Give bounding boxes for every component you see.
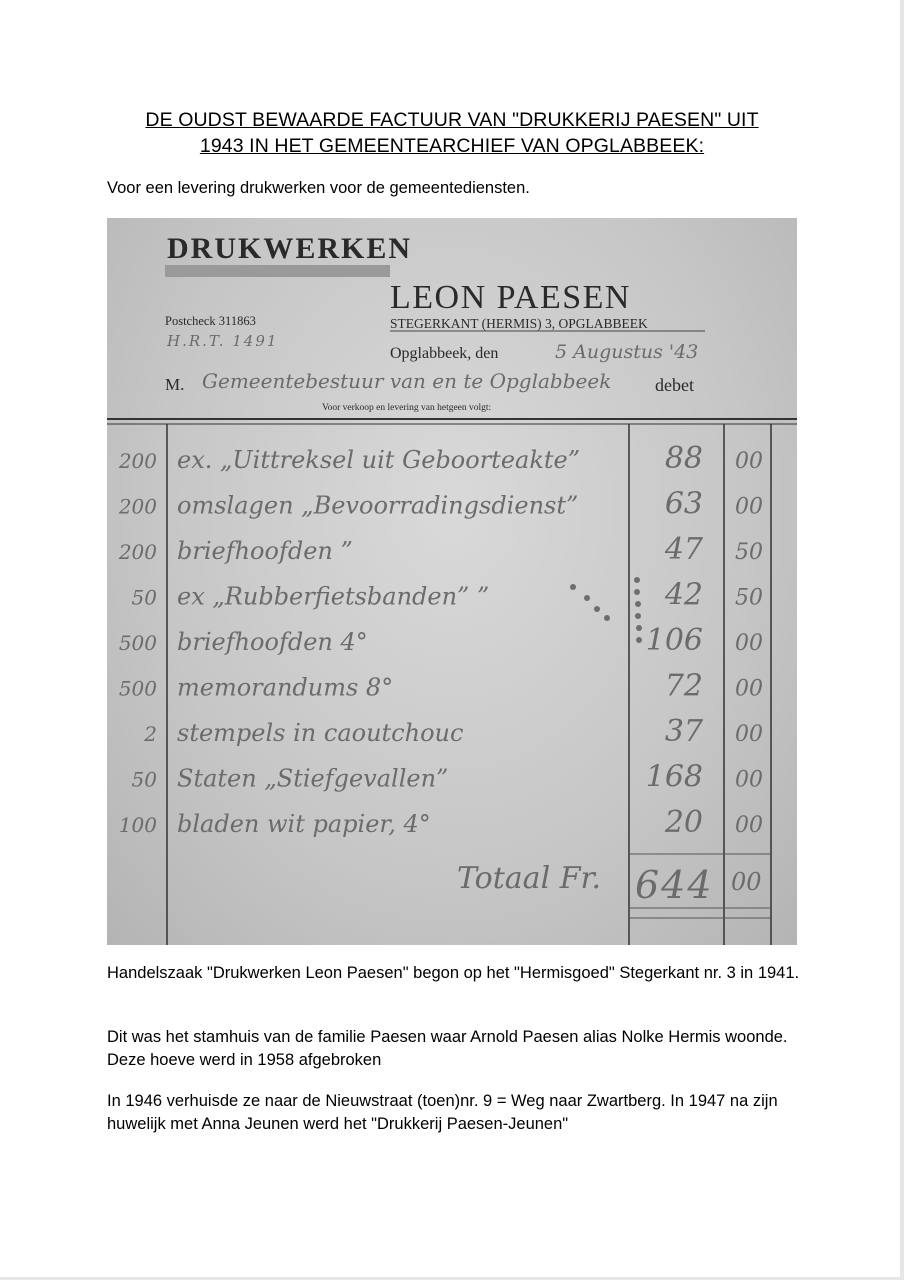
line-cents: 00 <box>735 676 763 702</box>
invoice-line-item <box>119 623 763 658</box>
postcheck-number: Postcheck 311863 <box>165 314 256 328</box>
invoice-line-item <box>118 487 763 522</box>
line-cents: 00 <box>735 813 763 838</box>
invoice-line-item <box>132 760 763 795</box>
invoice-line-item <box>118 532 763 567</box>
line-cents: 00 <box>735 722 763 747</box>
paragraph-history-2: Dit was het stamhuis van de familie Paesen waar Arnold Paesen alias Nolke Hermis woonde. Deze hoeve werd in 1958 afgebroken <box>107 1028 788 1069</box>
hrt-number: H.R.T. 1491 <box>167 332 279 350</box>
page-right-edge <box>900 0 904 1280</box>
recipient-prefix: M. <box>165 375 185 394</box>
heading-underline-bar <box>165 265 390 277</box>
line-quantity: 500 <box>118 631 157 655</box>
line-amount: 37 <box>664 714 703 749</box>
line-amount: 88 <box>664 441 703 476</box>
line-amount: 47 <box>664 532 703 567</box>
title-line-2: 1943 IN HET GEMEENTEARCHIEF VAN OPGLABBEEK: <box>199 135 705 157</box>
line-description: bladen wit papier, 4° <box>177 810 431 838</box>
intro-text: Voor een levering drukwerken voor de gemeentediensten. <box>107 179 530 197</box>
line-cents: 00 <box>735 449 763 474</box>
paragraph-history-3: In 1946 verhuisde ze naar de Nieuwstraat (toen)nr. 9 = Weg naar Zwartberg. In 1947 na zijn huwelijk met Anna Jeunen werd het "Drukkerij Paesen-Jeunen" <box>107 1092 778 1133</box>
company-address: STEGERKANT (HERMIS) 3, OPGLABBEEK <box>390 316 648 331</box>
recipient-name: Gemeentebestuur van en te Opglabbeek <box>202 369 612 393</box>
ink-dots <box>570 577 642 643</box>
invoice-line-item <box>119 805 763 840</box>
line-description: stempels in caoutchouc <box>177 719 464 747</box>
total-amount: 644 <box>635 863 714 907</box>
line-quantity: 50 <box>131 767 157 792</box>
line-quantity: 100 <box>118 813 157 837</box>
line-description: ex. „Uittreksel uit Geboorteakte” <box>177 446 580 474</box>
line-cents: 50 <box>735 585 763 611</box>
invoice-heading: DRUKWERKEN <box>167 232 413 265</box>
line-quantity: 200 <box>118 494 157 519</box>
place-date-label: Opglabbeek, den <box>390 345 499 362</box>
line-description: memorandums 8° <box>177 673 394 702</box>
invoice-date: 5 Augustus '43 <box>555 341 699 363</box>
paragraph-history-1: Handelszaak "Drukwerken Leon Paesen" begon op het "Hermisgoed" Stegerkant nr. 3 in 1941. <box>107 964 800 982</box>
line-amount: 42 <box>664 577 703 613</box>
invoice-line-item <box>143 714 763 749</box>
line-cents: 00 <box>735 767 763 793</box>
title-line-1: DE OUDST BEWAARDE FACTUUR VAN "DRUKKERIJ PAESEN" UIT <box>145 109 759 131</box>
line-quantity: 200 <box>118 540 157 564</box>
line-quantity: 500 <box>118 676 157 701</box>
line-quantity: 50 <box>131 585 157 610</box>
total-label: Totaal Fr. <box>457 861 602 896</box>
line-quantity: 2 <box>144 722 157 746</box>
line-amount: 106 <box>645 623 703 658</box>
invoice-line-item <box>119 669 763 704</box>
line-cents: 00 <box>735 494 763 520</box>
debet-label: debet <box>655 375 694 395</box>
line-quantity: 200 <box>118 449 157 473</box>
line-amount: 63 <box>664 486 703 522</box>
line-description: briefhoofden 4° <box>177 628 368 656</box>
invoice-line-item <box>118 441 763 476</box>
line-cents: 00 <box>735 631 763 656</box>
invoice-subheading: Voor verkoop en levering van hetgeen volgt: <box>322 403 492 413</box>
invoice-line-items <box>118 441 763 840</box>
invoice-drawing <box>107 218 797 945</box>
invoice-line-item <box>132 578 763 613</box>
line-description: omslagen „Bevoorradingsdienst” <box>177 491 579 520</box>
invoice-photo <box>107 218 797 945</box>
line-description: Staten „Stiefgevallen” <box>177 764 449 793</box>
line-description: ex „Rubberfietsbanden” ” <box>177 582 490 611</box>
document-title <box>100 107 804 159</box>
total-cents: 00 <box>731 868 762 896</box>
line-cents: 50 <box>735 540 763 565</box>
company-name: LEON PAESEN <box>390 279 631 316</box>
line-description: briefhoofden ” <box>177 537 353 565</box>
line-amount: 20 <box>664 805 703 840</box>
line-amount: 72 <box>664 668 703 704</box>
line-amount: 168 <box>645 759 703 795</box>
